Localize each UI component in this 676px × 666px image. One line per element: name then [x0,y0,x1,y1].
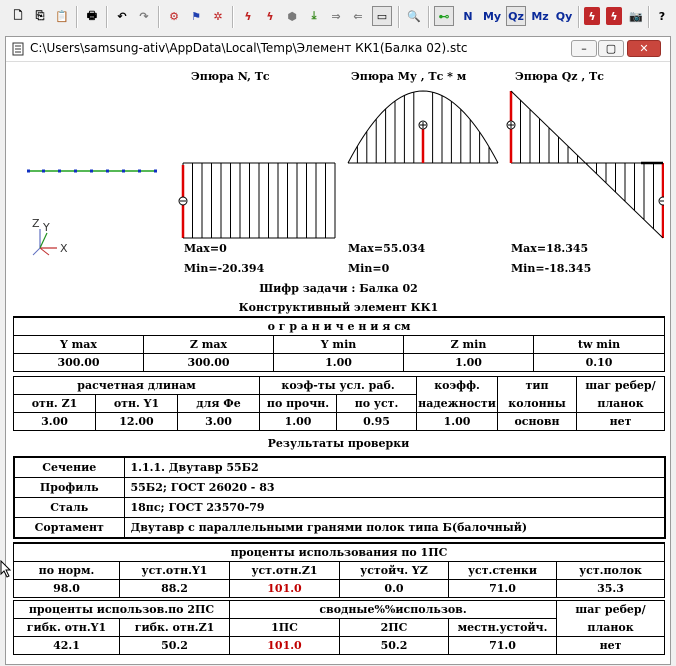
my-diagram [348,91,498,163]
axis-z-label: Z [32,217,40,230]
document-window [5,36,671,665]
section-table [13,456,666,539]
arrow-right-icon[interactable]: ⇒ [331,9,341,23]
limits-header: tw min [534,336,665,354]
param-value: 3.00 [14,413,96,431]
param-value: 3.00 [178,413,260,431]
limits-header: Y max [14,336,144,354]
my-max: Max=55.034 [348,242,426,255]
param-value: нет [577,413,665,431]
assortment-label: Сортамент [14,518,124,539]
usage2-value-exceeded: 101.0 [230,637,340,655]
params-table [13,376,665,431]
copy-icon[interactable]: ⎘ [35,9,45,22]
undo-icon[interactable]: ↶ [117,9,127,23]
red-check-icon[interactable]: ϟ [606,7,622,25]
usage2-title: проценты использов.по 2ПС [14,601,230,619]
lightning-icon[interactable]: ϟ [244,9,252,23]
n-diagram-title: Эпюра N, Тс [191,70,270,83]
rib-step-header-2: планок [577,395,665,413]
usage1-value: 35.3 [557,580,665,598]
my-diagram-title: Эпюра Му , Тс * м [351,70,467,83]
limits-value: 300.00 [14,354,144,372]
usage2-header: гибк. отн.Y1 [14,619,120,637]
axis-y-label: Y [43,221,50,234]
usage2-header: 2ПС [340,619,449,637]
n-diagram-button[interactable]: N [463,9,473,23]
qz-min: Min=-18.345 [511,262,592,275]
usage2-value: нет [557,637,665,655]
usage1-table [13,542,665,598]
redo-icon[interactable]: ↷ [139,9,149,23]
rib-step-header: шаг ребер/ [577,377,665,395]
my-diagram-button[interactable]: My [482,9,502,23]
new-document-icon[interactable]: 🗋 [13,8,23,22]
mz-diagram-button[interactable]: Mz [531,9,549,23]
close-button[interactable]: ✕ [627,40,661,57]
qz-diagram-title: Эпюра Qz , Тс [515,70,604,83]
calc-length-header: расчетная длинам [14,377,260,395]
axis-x-label: X [60,242,68,255]
limits-value: 1.00 [404,354,534,372]
window-titlebar [6,37,670,62]
qy-diagram-button[interactable]: Qy [555,9,573,23]
param-value: 1.00 [417,413,498,431]
limits-value: 300.00 [144,354,274,372]
maximize-button[interactable]: ▢ [598,40,624,57]
usage1-header: уст.отн.Z1 [230,562,340,580]
paste-icon[interactable]: 📋 [55,9,69,23]
limits-value: 0.10 [534,354,665,372]
usage1-value: 71.0 [449,580,557,598]
limits-value: 1.00 [274,354,404,372]
minimize-button[interactable]: – [571,40,597,57]
limits-header: Z max [144,336,274,354]
param-subheader: для Фе [178,395,260,413]
task-code: Шифр задачи : Балка 02 [259,282,418,295]
qz-diagram [507,91,664,238]
my-min: Min=0 [348,262,390,275]
param-subheader: по прочн. [260,395,337,413]
calculate-icon[interactable]: ⚙ [169,9,179,23]
zoom-icon[interactable]: 🔍 [407,9,421,23]
red-lightning-icon[interactable]: ϟ [584,7,600,25]
usage1-value: 98.0 [14,580,120,598]
flag-icon[interactable]: ⚑ [191,9,201,23]
usage2-header: гибк. отн.Z1 [120,619,230,637]
mouse-cursor-icon [0,560,12,578]
diagrams-canvas [13,63,664,293]
download-icon[interactable]: ⤓ [311,9,317,22]
param-subheader: отн. Z1 [14,395,96,413]
profile-value: 55Б2; ГОСТ 26020 - 83 [124,478,665,498]
param-subheader: отн. Y1 [96,395,178,413]
rib-step-header-b2: планок [557,619,665,637]
usage1-value-exceeded: 101.0 [230,580,340,598]
results-title: Результаты проверки [267,437,410,450]
camera-icon[interactable]: 📷 [629,9,643,23]
limits-title: о г р а н и ч е н и я см [14,317,665,336]
param-value: 0.95 [337,413,417,431]
limits-header: Z min [404,336,534,354]
param-value: 12.00 [96,413,178,431]
usage1-title: проценты использования по 1ПС [14,543,665,562]
n-min: Min=-20.394 [184,262,265,275]
element-title: Конструктивный элемент КК1 [238,301,439,314]
n-max: Max=0 [184,242,227,255]
window-title: C:\Users\samsung-ativ\AppData\Local\Temp\Элемент КК1(Балка 02).stc [30,41,468,55]
report-content [13,63,664,666]
usage2-header: местн.устойч. [449,619,557,637]
gear-gray-icon[interactable]: ⬢ [287,9,297,23]
limits-header: Y min [274,336,404,354]
qz-max: Max=18.345 [511,242,589,255]
param-subheader: по уст. [337,395,417,413]
reliability-header-2: надежности [417,395,498,413]
assortment-value: Двутавр с параллельными гранями полок типа Б(балочный) [124,518,665,539]
usage1-header: устойч. YZ [340,562,449,580]
column-type-header-2: колонны [498,395,577,413]
steel-value: 18пс; ГОСТ 23570-79 [124,498,665,518]
param-value: 1.00 [260,413,337,431]
column-type-header: тип [498,377,577,395]
usage1-header: уст.отн.Y1 [120,562,230,580]
limits-table [13,316,665,372]
document-icon [12,42,24,56]
param-value: основн [498,413,577,431]
rib-step-header-b: шаг ребер/ [557,601,665,619]
section-value: 1.1.1. Двутавр 55Б2 [124,457,665,478]
lightning-2-icon[interactable]: ϟ [266,9,274,23]
beam-line-icon[interactable]: ⊷ [434,6,454,26]
usage2-value: 50.2 [340,637,449,655]
usage2-table [13,600,665,655]
section-label: Сечение [14,457,124,478]
steel-label: Сталь [14,498,124,518]
usage1-value: 0.0 [340,580,449,598]
usage1-value: 88.2 [120,580,230,598]
ruler-icon[interactable]: ▭ [372,6,392,26]
usage1-header: уст.стенки [449,562,557,580]
usage2-header: 1ПС [230,619,340,637]
summary-usage-title: сводные%%использов. [230,601,557,619]
help-icon[interactable]: ? [658,9,666,23]
settings-icon[interactable]: ✲ [213,9,223,23]
n-diagram [179,163,335,238]
arrow-left-icon[interactable]: ⇐ [353,9,363,23]
profile-label: Профиль [14,478,124,498]
usage1-header: уст.полок [557,562,665,580]
toolbar [0,0,676,36]
usage1-header: по норм. [14,562,120,580]
reliability-header: коэфф. [417,377,498,395]
work-coef-header: коэф-ты усл. раб. [260,377,417,395]
qz-diagram-button[interactable]: Qz [506,6,526,26]
usage2-value: 50.2 [120,637,230,655]
usage2-value: 42.1 [14,637,120,655]
print-icon[interactable]: 🖶 [86,8,98,22]
usage2-value: 71.0 [449,637,557,655]
